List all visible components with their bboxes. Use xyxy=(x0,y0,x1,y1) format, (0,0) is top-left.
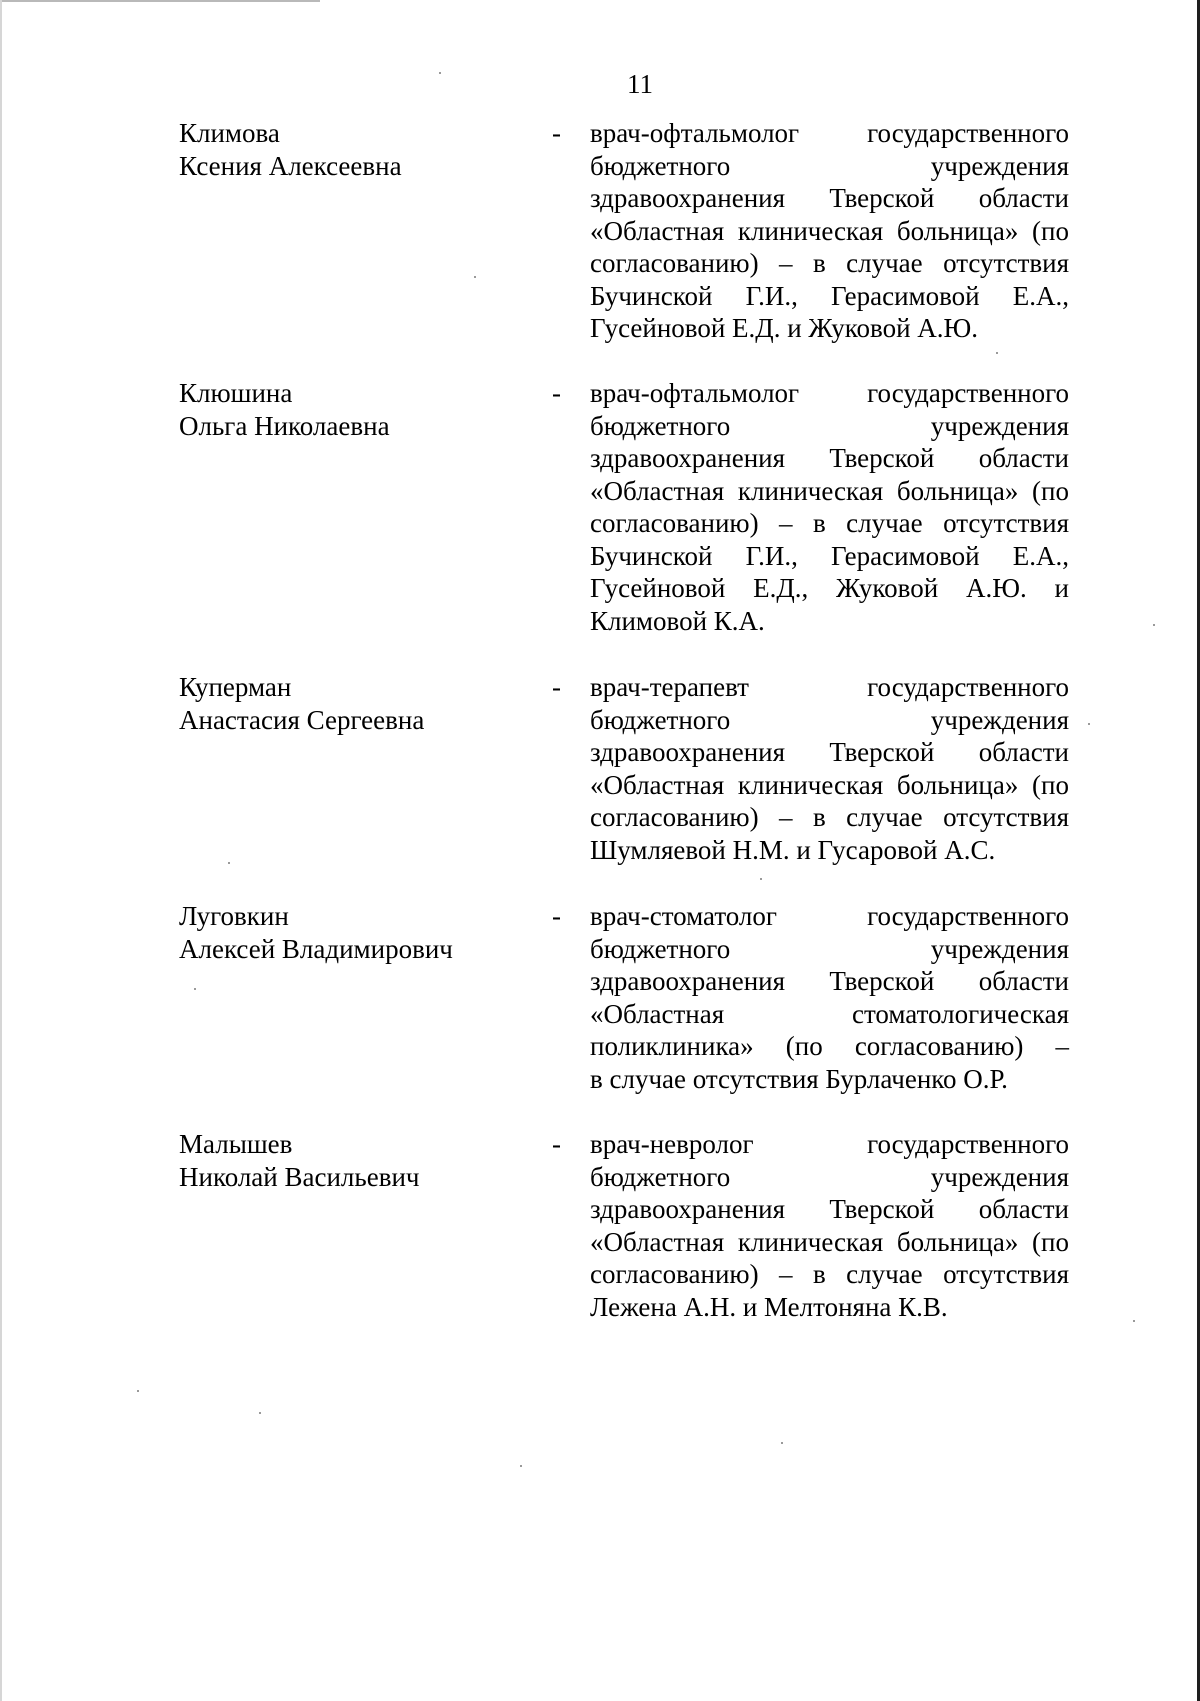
description-line: бюджетного учреждения xyxy=(590,933,1069,964)
given-names: Анастасия Сергеевна xyxy=(179,704,425,735)
description-line: согласованию) – в случае отсутствия xyxy=(590,1259,1069,1289)
description-line: «Областная клиническая больница» (по xyxy=(590,1226,1069,1257)
given-names: Николай Васильевич xyxy=(179,1161,420,1192)
description-line: здравоохранения Тверской области xyxy=(590,443,1069,473)
scan-speck xyxy=(996,352,998,354)
surname: Климова xyxy=(179,118,280,148)
description-line: здравоохранения Тверской области xyxy=(590,183,1069,213)
description-line: согласованию) – в случае отсутствия xyxy=(590,508,1069,538)
scan-speck xyxy=(1088,723,1090,725)
description-line: Климовой К.А. xyxy=(590,605,765,636)
position-description xyxy=(590,900,1069,1095)
scan-speck xyxy=(259,1412,261,1414)
person-name xyxy=(179,900,519,965)
given-names: Алексей Владимирович xyxy=(179,933,453,964)
surname: Луговкин xyxy=(179,901,289,931)
dash-separator: - xyxy=(552,672,561,702)
description-line: «Областная стоматологическая xyxy=(590,998,1069,1029)
description-line: здравоохранения Тверской области xyxy=(590,737,1069,767)
scan-edge-left xyxy=(0,0,2,1701)
description-line: врач-терапевт государственного xyxy=(590,672,1069,702)
person-name xyxy=(179,117,519,182)
scan-speck xyxy=(1153,624,1155,626)
position-description xyxy=(590,117,1069,345)
description-line: бюджетного учреждения xyxy=(590,704,1069,735)
description-line: Бучинской Г.И., Герасимовой Е.А., xyxy=(590,540,1069,571)
person-name xyxy=(179,377,519,442)
description-line: врач-офтальмолог государственного xyxy=(590,118,1069,148)
surname: Куперман xyxy=(179,672,292,702)
description-line: Гусейновой Е.Д. и Жуковой А.Ю. xyxy=(590,313,979,343)
person-name xyxy=(179,671,519,736)
given-names: Ольга Николаевна xyxy=(179,410,390,441)
position-description xyxy=(590,671,1069,866)
scan-speck xyxy=(781,1442,783,1444)
scan-edge-top xyxy=(0,0,320,2)
description-line: здравоохранения Тверской области xyxy=(590,1194,1069,1224)
description-line: «Областная клиническая больница» (по xyxy=(590,769,1069,800)
description-line: поликлиника» (по согласованию) – xyxy=(590,1031,1069,1061)
description-line: «Областная клиническая больница» (по xyxy=(590,475,1069,506)
description-line: согласованию) – в случае отсутствия xyxy=(590,248,1069,278)
surname: Клюшина xyxy=(179,378,293,408)
person-name xyxy=(179,1128,519,1193)
dash-separator: - xyxy=(552,1129,561,1159)
scan-speck xyxy=(760,878,762,880)
scan-speck xyxy=(194,988,196,990)
position-description xyxy=(590,1128,1069,1323)
description-line: согласованию) – в случае отсутствия xyxy=(590,802,1069,832)
surname: Малышев xyxy=(179,1129,293,1159)
description-line: Бучинской Г.И., Герасимовой Е.А., xyxy=(590,280,1069,311)
description-line: Гусейновой Е.Д., Жуковой А.Ю. и xyxy=(590,573,1069,603)
description-line: в случае отсутствия Бурлаченко О.Р. xyxy=(590,1063,1008,1094)
scan-speck xyxy=(228,862,230,864)
description-line: врач-стоматолог государственного xyxy=(590,901,1069,931)
description-line: врач-офтальмолог государственного xyxy=(590,378,1069,408)
scan-speck xyxy=(439,72,441,74)
description-line: Лежена А.Н. и Мелтоняна К.В. xyxy=(590,1291,948,1322)
description-line: Шумляевой Н.М. и Гусаровой А.С. xyxy=(590,834,996,865)
description-line: бюджетного учреждения xyxy=(590,1161,1069,1192)
description-line: «Областная клиническая больница» (по xyxy=(590,215,1069,246)
scan-speck xyxy=(474,276,476,278)
description-line: врач-невролог государственного xyxy=(590,1129,1069,1159)
description-line: здравоохранения Тверской области xyxy=(590,966,1069,996)
dash-separator: - xyxy=(552,378,561,408)
description-line: бюджетного учреждения xyxy=(590,410,1069,441)
given-names: Ксения Алексеевна xyxy=(179,150,402,181)
dash-separator: - xyxy=(552,118,561,148)
description-line: бюджетного учреждения xyxy=(590,150,1069,181)
page-number: 11 xyxy=(627,69,653,99)
scan-speck xyxy=(520,1465,522,1467)
dash-separator: - xyxy=(552,901,561,931)
scan-speck xyxy=(1133,1320,1135,1322)
scan-speck xyxy=(137,1390,139,1392)
position-description xyxy=(590,377,1069,637)
